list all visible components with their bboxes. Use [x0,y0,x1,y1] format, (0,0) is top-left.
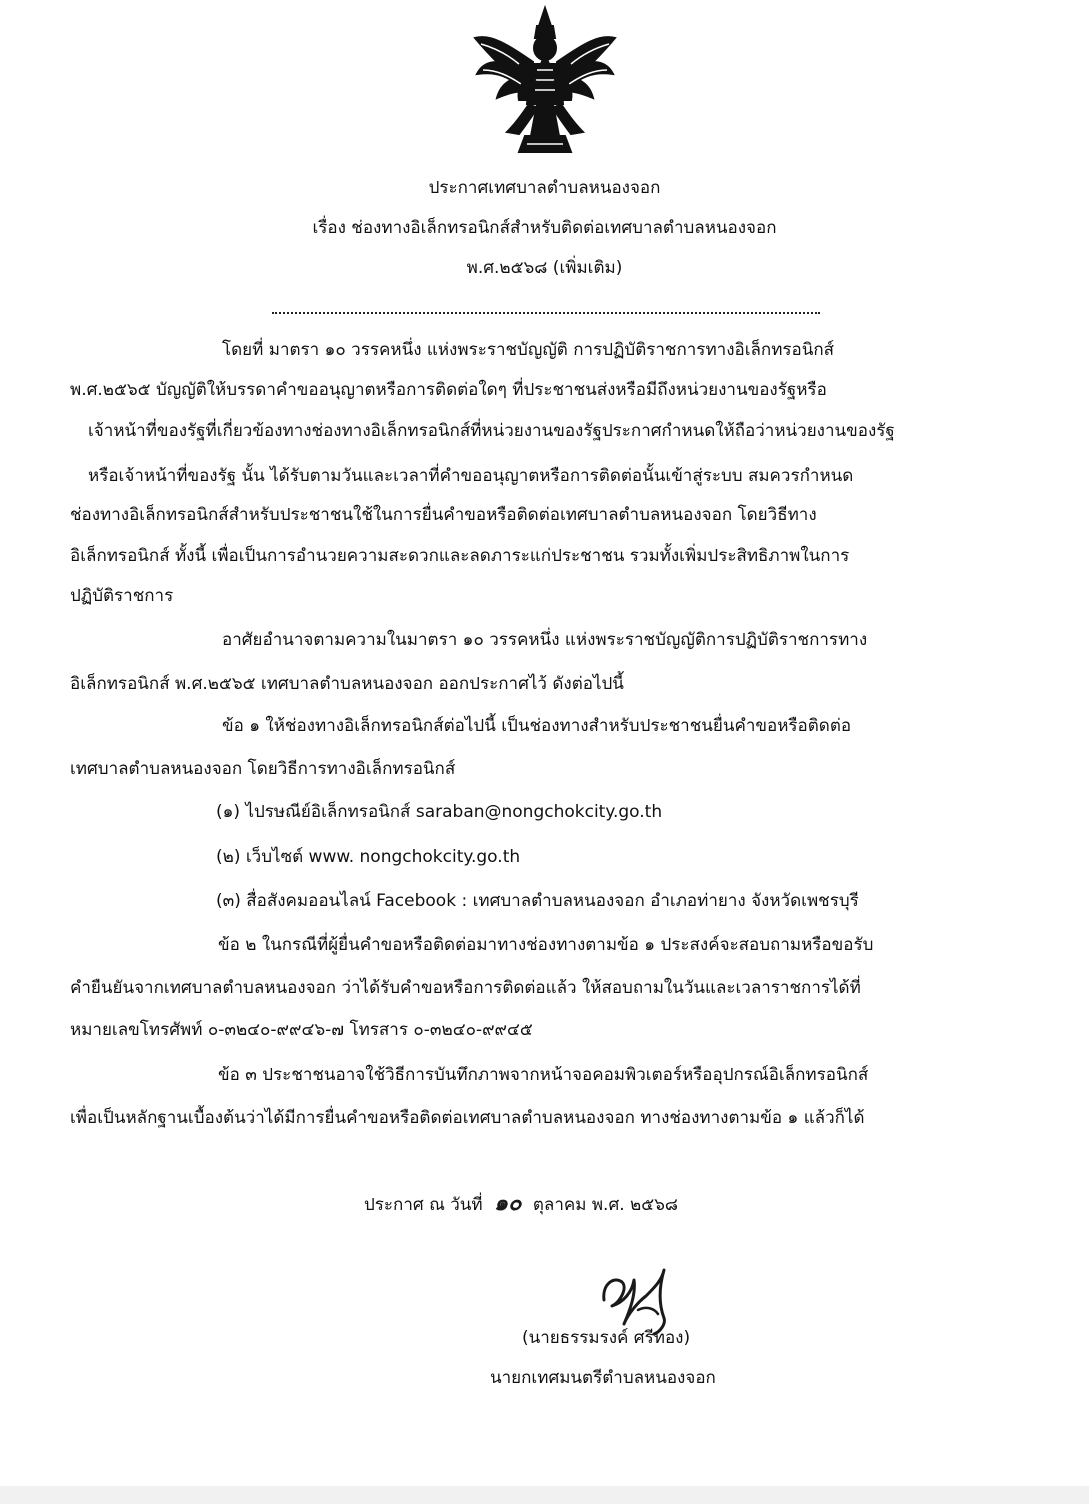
clause-2-line-2: คำยืนยันจากเทศบาลตำบลหนองจอก ว่าได้รับคำขอหรือการติดต่อแล้ว ให้สอบถามในวันและเวลาราชการได้ที่ [70,978,861,998]
paragraph-1-line-6: อิเล็กทรอนิกส์ ทั้งนี้ เพื่อเป็นการอำนวยความสะดวกและลดภาระแก่ประชาชน รวมทั้งเพิ่มประสิทธิภาพในการ [70,546,850,566]
signer-name: (นายธรรมรงค์ ศรีทอง) [522,1328,691,1348]
document-subject: เรื่อง ช่องทางอิเล็กทรอนิกส์สำหรับติดต่อเทศบาลตำบลหนองจอก [312,218,777,238]
paragraph-1-line-7: ปฏิบัติราชการ [70,586,174,606]
paragraph-1-line-1: โดยที่ มาตรา ๑๐ วรรคหนึ่ง แห่งพระราชบัญญัติ การปฏิบัติราชการทางอิเล็กทรอนิกส์ [222,340,835,360]
clause-1-line-1: ข้อ ๑ ให้ช่องทางอิเล็กทรอนิกส์ต่อไปนี้ เป็นช่องทางสำหรับประชาชนยื่นคำขอหรือติดต่อ [222,716,852,736]
document-year: พ.ศ.๒๕๖๘ (เพิ่มเติม) [466,258,623,278]
paragraph-2-line-2: อิเล็กทรอนิกส์ พ.ศ.๒๕๖๕ เทศบาลตำบลหนองจอก ออกประกาศไว้ ดังต่อไปนี้ [70,674,624,694]
paragraph-1-line-4: หรือเจ้าหน้าที่ของรัฐ นั้น ได้รับตามวันและเวลาที่คำขออนุญาตหรือการติดต่อนั้นเข้าสู่ระบบ สมควรกำหนด [88,466,854,486]
paragraph-2-line-1: อาศัยอำนาจตามความในมาตรา ๑๐ วรรคหนึ่ง แห่งพระราชบัญญัติการปฏิบัติราชการทาง [222,630,868,650]
clause-1-line-2: เทศบาลตำบลหนองจอก โดยวิธีการทางอิเล็กทรอนิกส์ [70,759,456,779]
announcement-day-handwritten: ๑๐ [494,1191,522,1216]
channel-website: (๒) เว็บไซต์ www. nongchokcity.go.th [216,847,521,867]
paragraph-1-line-5: ช่องทางอิเล็กทรอนิกส์สำหรับประชาชนใช้ในการยื่นคำขอหรือติดต่อเทศบาลตำบลหนองจอก โดยวิธีทาง [70,505,817,525]
paragraph-1-line-2: พ.ศ.๒๕๖๕ บัญญัติให้บรรดาคำขออนุญาตหรือการติดต่อใดๆ ที่ประชาชนส่งหรือมีถึงหน่วยงานของรัฐหรือ [70,380,827,400]
announcement-date-suffix: ตุลาคม พ.ศ. ๒๕๖๘ [532,1195,679,1215]
clause-2-line-1: ข้อ ๒ ในกรณีที่ผู้ยื่นคำขอหรือติดต่อมาทางช่องทางตามข้อ ๑ ประสงค์จะสอบถามหรือขอรับ [218,935,874,955]
announcement-date [364,1192,678,1217]
channel-facebook: (๓) สื่อสังคมออนไลน์ Facebook : เทศบาลตำบลหนองจอก อำเภอท่ายาง จังหวัดเพชรบุรี [216,891,859,911]
paragraph-1-line-3: เจ้าหน้าที่ของรัฐที่เกี่ยวข้องทางช่องทางอิเล็กทรอนิกส์ที่หน่วยงานของรัฐประกาศกำหนดให้ถือว่าหน่วยงานของรัฐ [88,421,895,441]
garuda-emblem-icon [467,4,623,160]
clause-2-line-3: หมายเลขโทรศัพท์ ๐-๓๒๔๐-๙๙๔๖-๗ โทรสาร ๐-๓๒๔๐-๙๙๔๕ [70,1020,533,1040]
page-bottom-edge [0,1486,1089,1504]
channel-email: (๑) ไปรษณีย์อิเล็กทรอนิกส์ saraban@nongchokcity.go.th [216,802,663,822]
dotted-divider [272,312,820,314]
signer-title: นายกเทศมนตรีตำบลหนองจอก [490,1368,716,1388]
document-title: ประกาศเทศบาลตำบลหนองจอก [428,178,661,198]
clause-3-line-2: เพื่อเป็นหลักฐานเบื้องต้นว่าได้มีการยื่นคำขอหรือติดต่อเทศบาลตำบลหนองจอก ทางช่องทางตามข้อ ๑ แล้วก็ได้ [70,1108,865,1128]
clause-3-line-1: ข้อ ๓ ประชาชนอาจใช้วิธีการบันทึกภาพจากหน้าจอคอมพิวเตอร์หรืออุปกรณ์อิเล็กทรอนิกส์ [218,1065,869,1085]
announcement-date-prefix: ประกาศ ณ วันที่ [364,1195,483,1215]
